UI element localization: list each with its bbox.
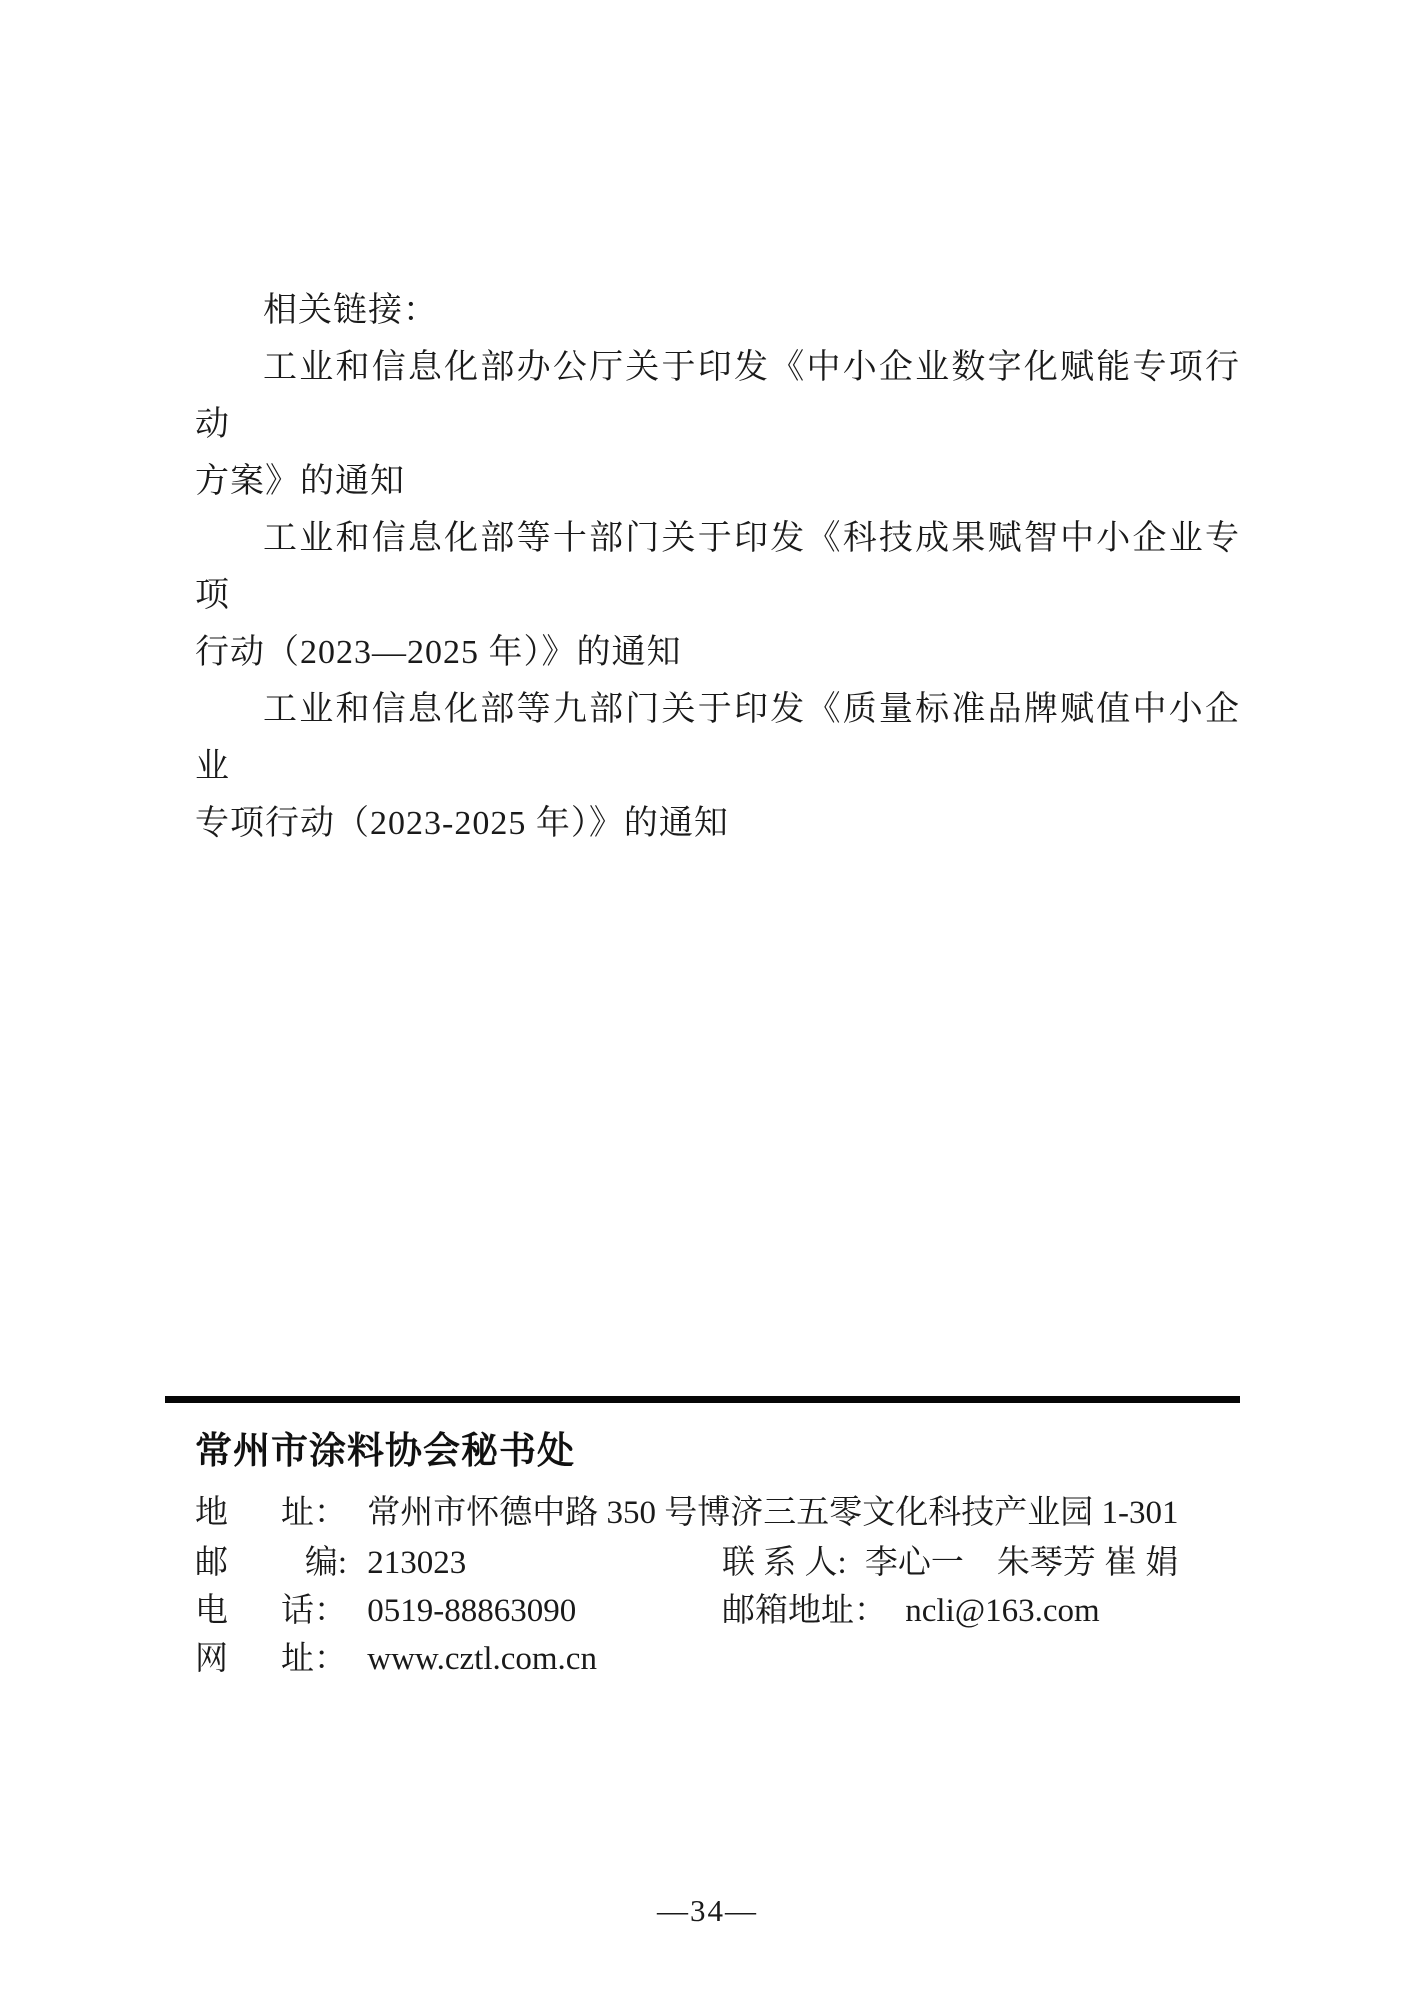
website-label-char-1: 网 xyxy=(195,1641,228,1677)
postcode-value: 213023 xyxy=(367,1545,467,1581)
email-group xyxy=(722,1590,1100,1632)
contact-person-label: 联 系 人: xyxy=(722,1545,847,1581)
email-value: ncli@163.com xyxy=(905,1593,1100,1629)
link-1-line-1: 工业和信息化部办公厅关于印发《中小企业数字化赋能专项行动 xyxy=(195,349,1240,443)
contact-person-value: 李心一 朱琴芳 崔 娟 xyxy=(864,1545,1179,1581)
postcode-label-char-1: 邮 xyxy=(195,1545,228,1581)
phone-label xyxy=(195,1590,347,1632)
phone-label-char-2: 话： xyxy=(281,1593,347,1629)
footer-divider-rule xyxy=(165,1396,1240,1403)
phone-label-char-1: 电 xyxy=(195,1593,228,1629)
website-label-char-2: 址： xyxy=(281,1641,347,1677)
organization-title: 常州市涂料协会秘书处 xyxy=(195,1430,575,1471)
postcode-label-char-2: 编: xyxy=(304,1545,347,1581)
email-label: 邮箱地址： xyxy=(722,1593,887,1629)
contact-row-postcode xyxy=(195,1542,1240,1584)
contact-row-phone xyxy=(195,1590,1240,1632)
link-2-line-1: 工业和信息化部等十部门关于印发《科技成果赋智中小企业专项 xyxy=(195,520,1240,614)
link-1-line-2: 方案》的通知 xyxy=(195,463,405,500)
link-2-line-2: 行动（2023—2025 年）》的通知 xyxy=(195,634,682,671)
link-3-line-2: 专项行动（2023-2025 年）》的通知 xyxy=(195,805,729,842)
address-label-char-2: 址： xyxy=(281,1495,347,1531)
address-label xyxy=(195,1492,347,1534)
website-label xyxy=(195,1638,347,1680)
link-3-line-1: 工业和信息化部等九部门关于印发《质量标准品牌赋值中小企业 xyxy=(195,691,1240,785)
address-value: 常州市怀德中路 350 号博济三五零文化科技产业园 1-301 xyxy=(367,1495,1179,1531)
page-number: —34— xyxy=(657,1893,758,1928)
contact-row-website xyxy=(195,1638,1240,1680)
related-links-heading: 相关链接： xyxy=(263,292,438,329)
main-text-block xyxy=(195,282,1240,852)
contact-person-group xyxy=(722,1542,1178,1584)
postcode-label xyxy=(195,1542,347,1584)
address-label-char-1: 地 xyxy=(195,1495,228,1531)
phone-value: 0519-88863090 xyxy=(367,1593,577,1629)
website-value: www.cztl.com.cn xyxy=(367,1641,597,1677)
contact-row-address xyxy=(195,1492,1240,1534)
